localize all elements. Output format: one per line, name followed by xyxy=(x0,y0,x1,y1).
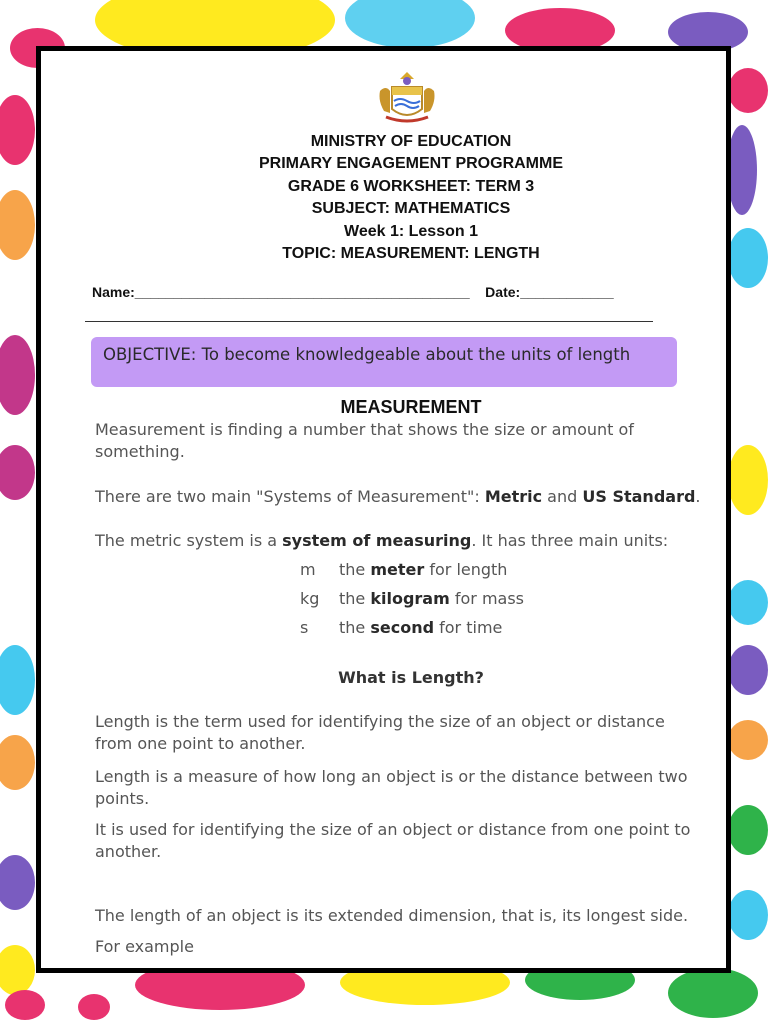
unit-article: the xyxy=(339,589,371,608)
decorative-blob xyxy=(728,445,768,515)
grade-term-heading: GRADE 6 WORKSHEET: TERM 3 xyxy=(287,177,535,195)
decorative-blob xyxy=(728,580,768,625)
decorative-blob xyxy=(728,805,768,855)
ministry-heading: MINISTRY OF EDUCATION xyxy=(310,133,512,150)
unit-description xyxy=(339,560,507,579)
paragraph-line: Length is a measure of how long an object is or the distance between two xyxy=(95,767,688,786)
paragraph-line: Length is the term used for identifying the size of an object or distance xyxy=(95,712,665,731)
decorative-blob xyxy=(0,95,35,165)
coat-of-arms-logo xyxy=(376,69,438,127)
us-standard-term: US Standard xyxy=(582,487,696,506)
name-date-row xyxy=(92,284,614,300)
objective-text: OBJECTIVE: To become knowledgeable about the units of length xyxy=(103,345,631,364)
decorative-blob xyxy=(728,890,768,940)
lesson-heading: Week 1: Lesson 1 xyxy=(344,222,478,240)
unit-symbol: s xyxy=(300,618,309,637)
worksheet-page xyxy=(36,46,731,973)
metric-sentence xyxy=(95,530,668,552)
unit-article: the xyxy=(339,560,371,579)
system-of-measuring-term: system of measuring xyxy=(282,531,472,550)
decorative-blob xyxy=(728,228,768,288)
metric-term: Metric xyxy=(484,487,543,506)
systems-text: . xyxy=(695,487,701,506)
intro-line: something. xyxy=(95,442,185,461)
length-question-heading: What is Length? xyxy=(338,668,484,687)
decorative-blob xyxy=(0,335,35,415)
decorative-blob xyxy=(5,990,45,1020)
decorative-blob xyxy=(0,645,35,715)
name-label: Name: xyxy=(92,284,135,300)
paragraph-line: another. xyxy=(95,842,162,861)
subject-heading: SUBJECT: MATHEMATICS xyxy=(311,200,511,218)
unit-name: second xyxy=(370,618,435,637)
metric-text: . It has three main units: xyxy=(471,531,669,550)
unit-purpose: for length xyxy=(424,560,508,579)
paragraph-line: It is used for identifying the size of an object or distance from one point to xyxy=(95,820,691,839)
unit-description xyxy=(339,589,524,608)
date-label: Date: xyxy=(485,284,521,300)
unit-name: kilogram xyxy=(370,589,450,608)
decorative-blob xyxy=(728,720,768,760)
unit-name: meter xyxy=(370,560,425,579)
decorative-blob xyxy=(668,968,758,1018)
name-field[interactable]: ___________________________________________ xyxy=(134,284,470,300)
unit-description xyxy=(339,618,502,637)
worksheet-header xyxy=(41,131,731,265)
decorative-blob xyxy=(345,0,475,48)
unit-symbol: m xyxy=(300,560,316,579)
systems-text: and xyxy=(542,487,583,506)
unit-symbol: kg xyxy=(300,589,320,608)
decorative-blob xyxy=(0,855,35,910)
topic-heading: TOPIC: MEASUREMENT: LENGTH xyxy=(282,245,540,263)
paragraph-line: from one point to another. xyxy=(95,734,306,753)
length-paragraph xyxy=(95,711,665,755)
programme-heading: PRIMARY ENGAGEMENT PROGRAMME xyxy=(258,155,563,173)
length-paragraph xyxy=(95,819,690,863)
divider-line xyxy=(85,321,653,322)
decorative-blob xyxy=(0,735,35,790)
intro-paragraph xyxy=(95,419,634,463)
for-example-text: For example xyxy=(95,937,194,956)
systems-text: There are two main "Systems of Measurement": xyxy=(95,487,485,506)
objective-box xyxy=(91,337,677,387)
decorative-blob xyxy=(0,945,35,995)
decorative-blob xyxy=(728,68,768,113)
unit-purpose: for time xyxy=(434,618,503,637)
date-field[interactable]: ____________ xyxy=(520,284,614,300)
unit-purpose: for mass xyxy=(449,589,524,608)
decorative-blob xyxy=(727,125,757,215)
longest-side-sentence: The length of an object is its extended dimension, that is, its longest side. xyxy=(95,906,689,925)
unit-article: the xyxy=(339,618,371,637)
decorative-blob xyxy=(0,190,35,260)
decorative-blob xyxy=(728,645,768,695)
length-paragraph xyxy=(95,766,688,810)
paragraph-line: points. xyxy=(95,789,150,808)
section-title: MEASUREMENT xyxy=(340,397,482,417)
decorative-blob xyxy=(78,994,110,1020)
metric-text: The metric system is a xyxy=(95,531,283,550)
decorative-blob xyxy=(0,445,35,500)
intro-line: Measurement is finding a number that shows the size or amount of xyxy=(95,420,634,439)
systems-sentence xyxy=(95,486,701,508)
